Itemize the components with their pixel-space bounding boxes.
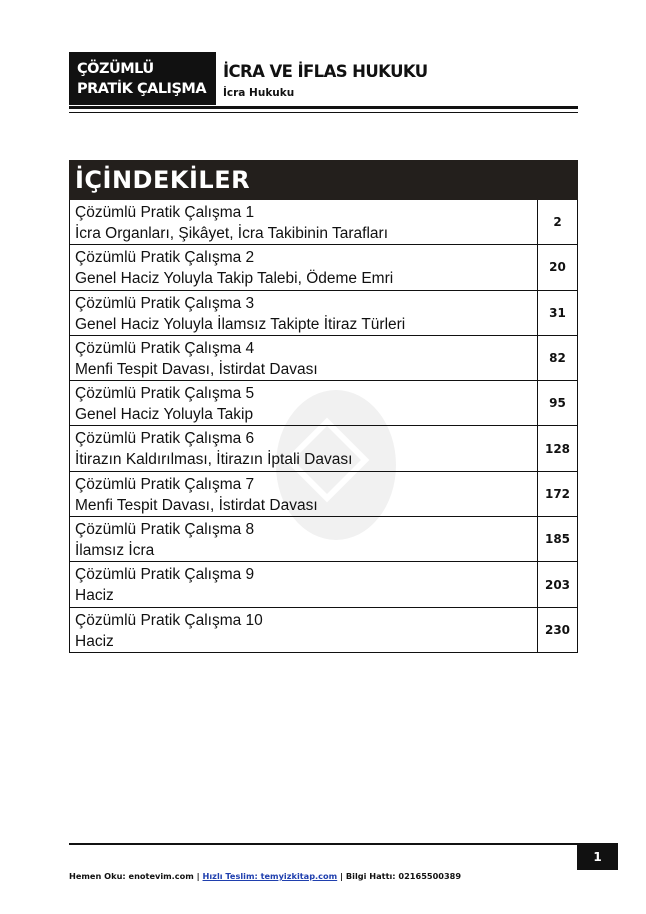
- toc-entry-text: [70, 336, 538, 380]
- toc-row[interactable]: [69, 472, 578, 517]
- toc-heading: İÇİNDEKİLER: [69, 160, 578, 200]
- toc-row[interactable]: [69, 245, 578, 290]
- toc-entry-page: 128: [544, 441, 571, 456]
- toc-row[interactable]: [69, 200, 578, 245]
- footer-phone: Bilgi Hattı: 02165500389: [345, 871, 462, 881]
- toc-entry-title: Çözümlü Pratik Çalışma 3: [75, 294, 255, 312]
- toc-entry-text: [70, 381, 538, 425]
- toc-entry-topic: İlamsız İcra: [75, 542, 155, 560]
- book-title: İCRA VE İFLAS HUKUKU: [223, 62, 428, 81]
- toc-entry-topic: Menfi Tespit Davası, İstirdat Davası: [75, 496, 318, 514]
- footer-rule: [69, 843, 578, 845]
- toc-entry-page: 230: [544, 622, 571, 637]
- footer-info: [69, 871, 461, 881]
- toc-entry-topic: Haciz: [75, 587, 114, 605]
- header-rule-thick: [69, 106, 578, 109]
- toc-entry-text: [70, 426, 538, 470]
- series-badge: [69, 52, 216, 105]
- toc-row[interactable]: [69, 336, 578, 381]
- toc-row[interactable]: [69, 517, 578, 562]
- toc-row[interactable]: [69, 381, 578, 426]
- toc-entry-page: 31: [549, 305, 566, 320]
- toc-entry-page: 185: [544, 532, 571, 547]
- series-badge-line2: PRATİK ÇALIŞMA: [77, 81, 207, 97]
- toc-entry-title: Çözümlü Pratik Çalışma 10: [75, 611, 263, 629]
- toc-entry-text: [70, 291, 538, 335]
- toc-entry-page: 2: [553, 215, 562, 230]
- toc-row[interactable]: [69, 426, 578, 471]
- toc-entry-title: Çözümlü Pratik Çalışma 7: [75, 475, 255, 493]
- page-number: 1: [577, 843, 618, 870]
- toc-entry-title: Çözümlü Pratik Çalışma 6: [75, 430, 255, 448]
- toc-entry-page: 95: [549, 396, 566, 411]
- toc-entry-topic: Genel Haciz Yoluyla Takip: [75, 406, 254, 424]
- toc-entry-text: [70, 200, 538, 244]
- toc-entry-text: [70, 517, 538, 561]
- toc-entry-page: 203: [544, 577, 571, 592]
- toc-entry-text: [70, 608, 538, 652]
- toc-entry-title: Çözümlü Pratik Çalışma 8: [75, 521, 255, 539]
- table-of-contents: [69, 160, 578, 653]
- toc-entry-title: Çözümlü Pratik Çalışma 9: [75, 566, 255, 584]
- toc-entry-page: 82: [549, 351, 566, 366]
- toc-entry-page: 20: [549, 260, 566, 275]
- toc-rows: [69, 200, 578, 653]
- toc-entry-text: [70, 245, 538, 289]
- book-subtitle: İcra Hukuku: [223, 87, 295, 99]
- toc-entry-topic: İtirazın Kaldırılması, İtirazın İptali Davası: [75, 451, 353, 469]
- footer-read-link[interactable]: Hemen Oku: enotevim.com: [69, 871, 194, 881]
- toc-entry-title: Çözümlü Pratik Çalışma 1: [75, 204, 255, 221]
- toc-entry-page: 172: [544, 486, 571, 501]
- toc-entry-topic: İcra Organları, Şikâyet, İcra Takibinin Tarafları: [75, 225, 389, 242]
- toc-entry-text: [70, 562, 538, 606]
- toc-row[interactable]: [69, 291, 578, 336]
- toc-entry-topic: Genel Haciz Yoluyla Takip Talebi, Ödeme Emri: [75, 270, 394, 288]
- series-badge-line1: ÇÖZÜMLÜ: [77, 61, 154, 77]
- toc-entry-title: Çözümlü Pratik Çalışma 4: [75, 339, 255, 357]
- header-rule-thin: [69, 112, 578, 113]
- toc-entry-topic: Genel Haciz Yoluyla İlamsız Takipte İtiraz Türleri: [75, 315, 406, 333]
- footer-separator: |: [196, 871, 200, 881]
- toc-entry-title: Çözümlü Pratik Çalışma 2: [75, 249, 255, 267]
- footer-delivery-link[interactable]: Hızlı Teslim: temyizkitap.com: [202, 871, 338, 881]
- toc-entry-topic: Haciz: [75, 632, 114, 650]
- toc-entry-topic: Menfi Tespit Davası, İstirdat Davası: [75, 360, 318, 378]
- toc-entry-text: [70, 472, 538, 516]
- toc-row[interactable]: [69, 608, 578, 653]
- footer-separator: |: [340, 871, 344, 881]
- toc-entry-title: Çözümlü Pratik Çalışma 5: [75, 385, 255, 403]
- toc-row[interactable]: [69, 562, 578, 607]
